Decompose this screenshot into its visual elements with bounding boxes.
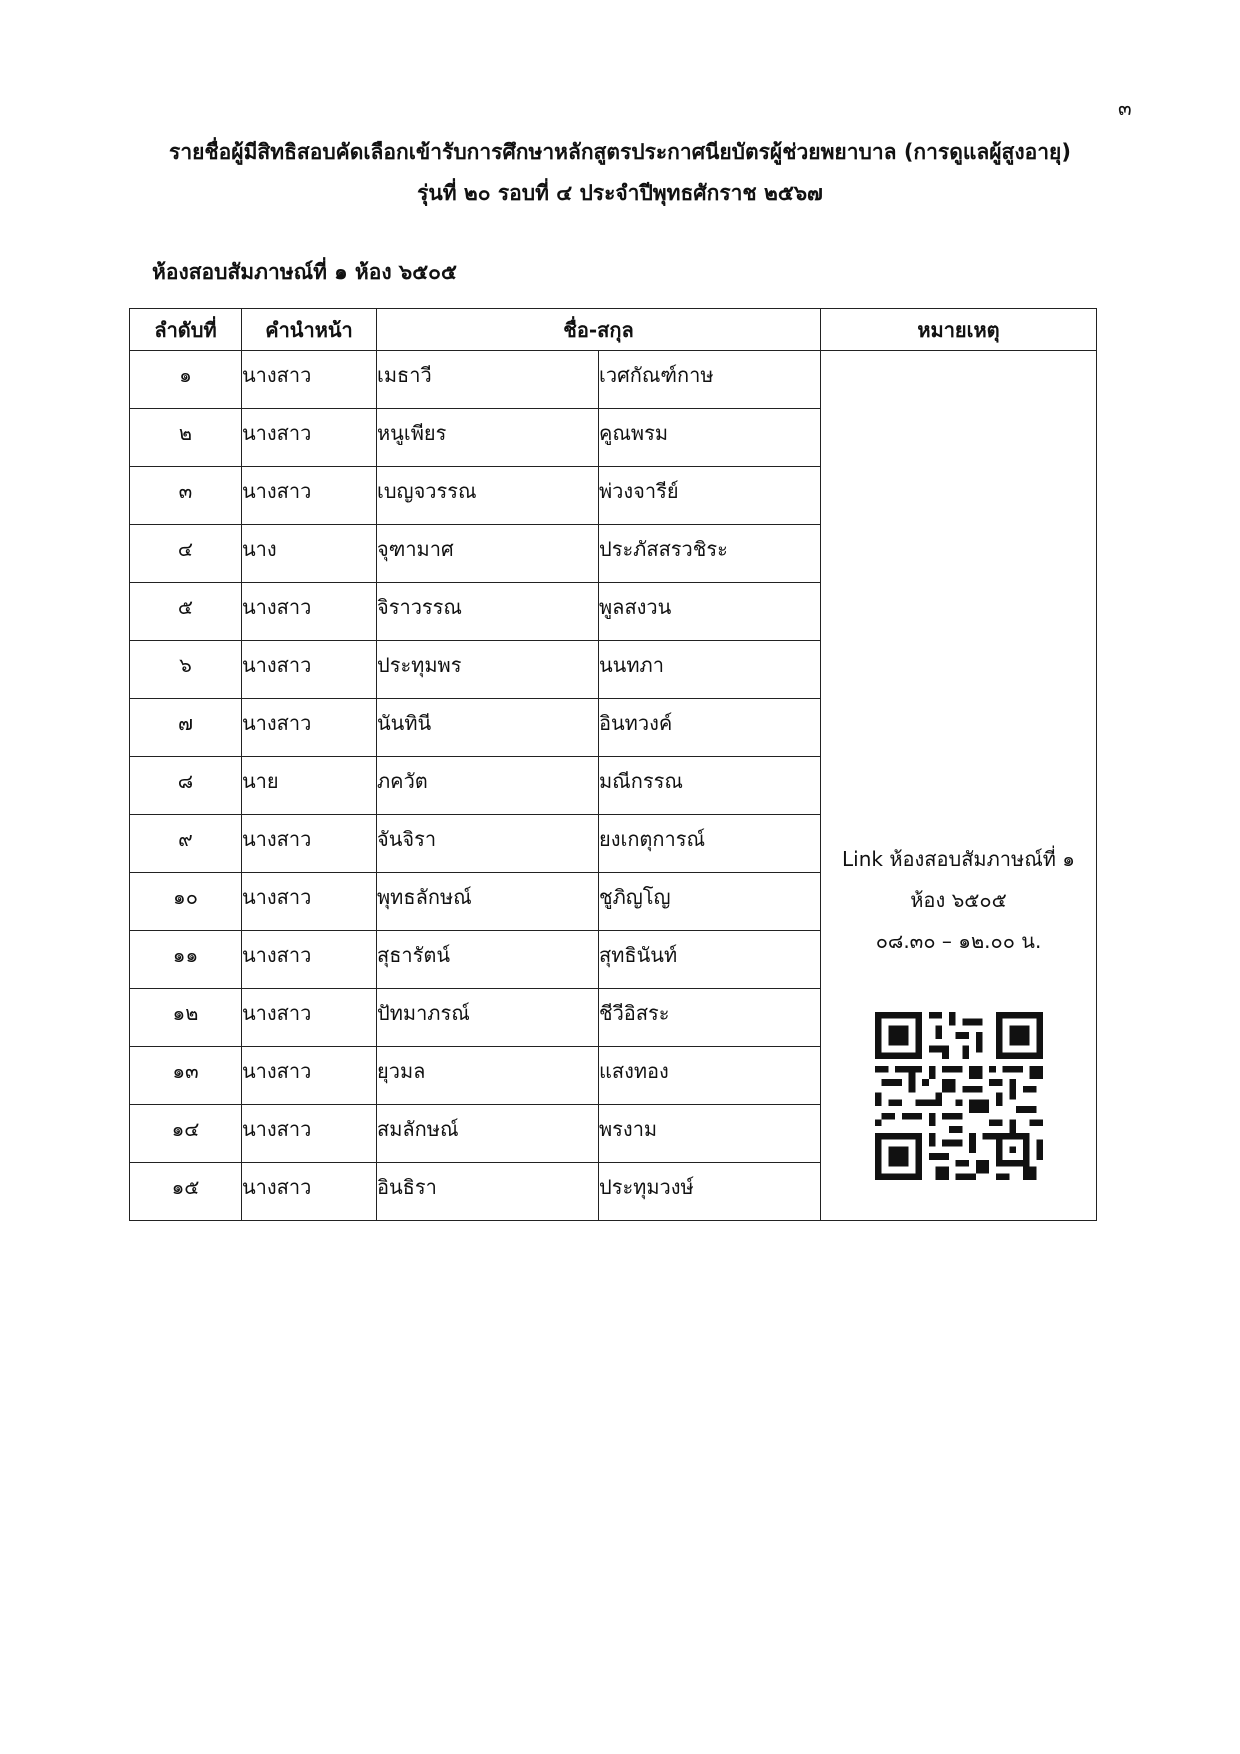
row-prefix: นางสาว [242, 1105, 377, 1163]
row-last-name: แสงทอง [599, 1047, 821, 1105]
row-first-name: ปัทมาภรณ์ [377, 989, 599, 1047]
row-last-name: พูลสงวน [599, 583, 821, 641]
header-seq: ลำดับที่ [130, 309, 242, 351]
title-line-1: รายชื่อผู้มีสิทธิสอบคัดเลือกเข้ารับการศึกษาหลักสูตรประกาศนียบัตรผู้ช่วยพยาบาล (การดูแลผู้สูงอายุ) [169, 140, 1071, 164]
row-last-name: นนทภา [599, 641, 821, 699]
row-prefix: นางสาว [242, 583, 377, 641]
row-seq: ๒ [130, 409, 242, 467]
row-prefix: นางสาว [242, 1163, 377, 1221]
row-seq: ๔ [130, 525, 242, 583]
document-title [0, 132, 1240, 214]
header-remark: หมายเหตุ [821, 309, 1097, 351]
row-prefix: นางสาว [242, 873, 377, 931]
qr-code-icon[interactable] [875, 1012, 1043, 1180]
row-seq: ๑ [130, 351, 242, 409]
page-number: ๓ [1118, 96, 1132, 120]
row-prefix: นางสาว [242, 931, 377, 989]
row-prefix: นางสาว [242, 989, 377, 1047]
row-first-name: จิราวรรณ [377, 583, 599, 641]
title-line-2: รุ่นที่ ๒๐ รอบที่ ๔ ประจำปีพุทธศักราช ๒๕๖๗ [417, 181, 823, 205]
row-last-name: พ่วงจารีย์ [599, 467, 821, 525]
row-seq: ๑๕ [130, 1163, 242, 1221]
row-first-name: พุทธลักษณ์ [377, 873, 599, 931]
row-last-name: คูณพรม [599, 409, 821, 467]
row-first-name: สุธารัตน์ [377, 931, 599, 989]
row-last-name: ชูภิญโญ [599, 873, 821, 931]
row-first-name: ภควัต [377, 757, 599, 815]
row-seq: ๑๑ [130, 931, 242, 989]
row-first-name: หนูเพียร [377, 409, 599, 467]
row-first-name: นันทินี [377, 699, 599, 757]
table-header-row [130, 309, 1097, 351]
row-first-name: เมธาวี [377, 351, 599, 409]
row-prefix: นางสาว [242, 409, 377, 467]
row-last-name: พรงาม [599, 1105, 821, 1163]
row-seq: ๕ [130, 583, 242, 641]
row-first-name: สมลักษณ์ [377, 1105, 599, 1163]
row-prefix: นางสาว [242, 699, 377, 757]
row-seq: ๗ [130, 699, 242, 757]
row-prefix: นาย [242, 757, 377, 815]
row-prefix: นางสาว [242, 641, 377, 699]
table-row [130, 351, 1097, 409]
row-last-name: อินทวงค์ [599, 699, 821, 757]
row-seq: ๑๓ [130, 1047, 242, 1105]
header-name: ชื่อ-สกุล [377, 309, 821, 351]
row-first-name: ยุวมล [377, 1047, 599, 1105]
row-seq: ๓ [130, 467, 242, 525]
remark-cell [821, 351, 1097, 1221]
row-seq: ๑๐ [130, 873, 242, 931]
remark-room: ห้อง ๖๕๐๕ [910, 888, 1007, 912]
section-heading: ห้องสอบสัมภาษณ์ที่ ๑ ห้อง ๖๕๐๕ [152, 260, 457, 284]
row-last-name: ประทุมวงษ์ [599, 1163, 821, 1221]
row-seq: ๖ [130, 641, 242, 699]
row-seq: ๘ [130, 757, 242, 815]
row-last-name: เวศกัณฑ์กาษ [599, 351, 821, 409]
row-seq: ๑๔ [130, 1105, 242, 1163]
row-first-name: จันจิรา [377, 815, 599, 873]
row-last-name: สุทธินันท์ [599, 931, 821, 989]
row-prefix: นางสาว [242, 467, 377, 525]
row-first-name: เบญจวรรณ [377, 467, 599, 525]
candidate-table [129, 308, 1097, 1221]
row-seq: ๑๒ [130, 989, 242, 1047]
row-first-name: ประทุมพร [377, 641, 599, 699]
row-first-name: จุฑามาศ [377, 525, 599, 583]
row-prefix: นางสาว [242, 351, 377, 409]
row-prefix: นางสาว [242, 1047, 377, 1105]
row-prefix: นาง [242, 525, 377, 583]
row-seq: ๙ [130, 815, 242, 873]
row-last-name: ชีวีอิสระ [599, 989, 821, 1047]
row-first-name: อินธิรา [377, 1163, 599, 1221]
row-prefix: นางสาว [242, 815, 377, 873]
row-last-name: ยงเกตุการณ์ [599, 815, 821, 873]
row-last-name: ประภัสสรวชิระ [599, 525, 821, 583]
row-last-name: มณีกรรณ [599, 757, 821, 815]
header-prefix: คำนำหน้า [242, 309, 377, 351]
remark-time: ๐๘.๓๐ – ๑๒.๐๐ น. [875, 929, 1042, 953]
remark-link-label: Link ห้องสอบสัมภาษณ์ที่ ๑ [842, 847, 1075, 871]
